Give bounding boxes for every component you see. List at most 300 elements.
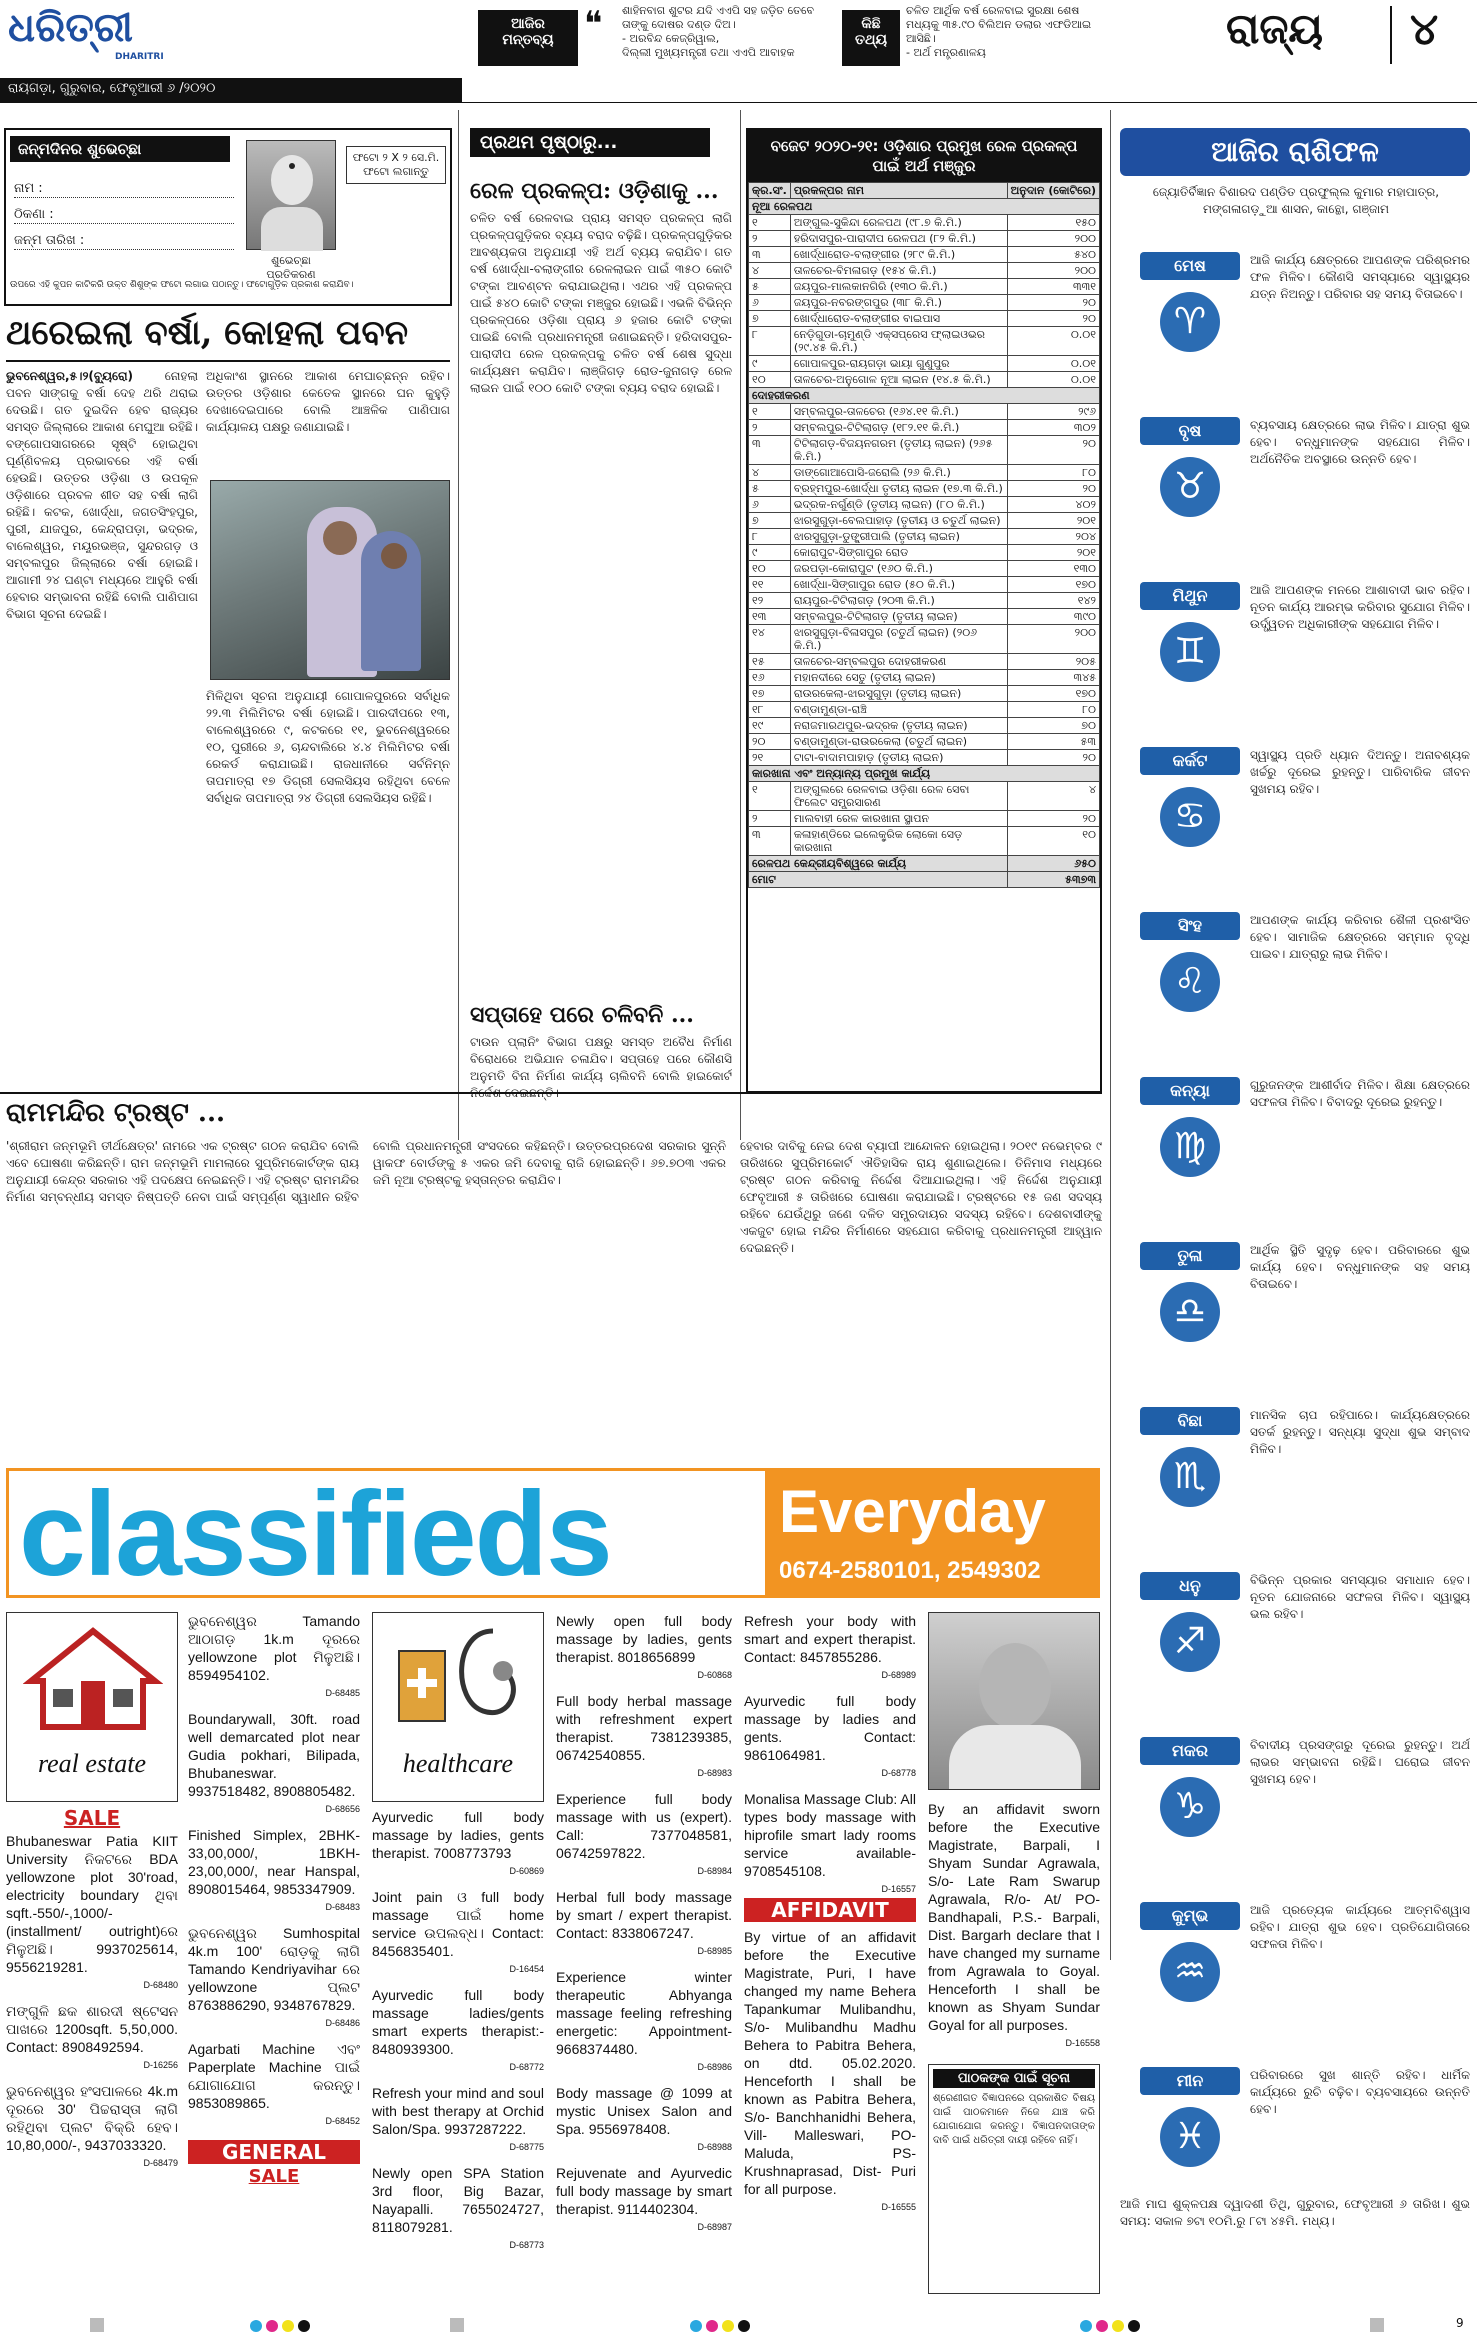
main-headline: ଥରେଇଲା ବର୍ଷା, କୋହଲା ପବନ: [6, 313, 409, 353]
rashi-text: ଆପଣଙ୍କ କାର୍ଯ୍ୟ କରିବାର ଶୈଳୀ ପ୍ରଶଂସିତ ହେବ। ସାମାଜିକ କ୍ଷେତ୍ରରେ ସମ୍ମାନ ବୃଦ୍ଧି ପାଇବ। ଯାତ୍ରାରୁ ଲାଭ ମିଳିବ।: [1250, 913, 1470, 961]
zodiac-icon: ♐: [1160, 1612, 1220, 1672]
classifieds-word: classifieds: [19, 1467, 611, 1601]
budget-cell: ଅଙ୍ଗୁଲରେ ରେଳବାଇ ଓଡ଼ିଶା ରେଳ ସେବା ଫିଲେଟ ସମ୍ପ୍ରସାରଣ: [790, 782, 1007, 811]
budget-cell: ୨୦: [1007, 295, 1099, 311]
budget-cell: ୪: [749, 465, 791, 481]
logo: ଧରିତ୍ରୀ: [8, 4, 133, 51]
budget-row: [749, 670, 1100, 686]
zodiac-icon: ♊: [1160, 622, 1220, 682]
saptaha-story: ଟାଉନ ପ୍ଲାନିଂ ବିଭାଗ ପକ୍ଷରୁ ସମସ୍ତ ଅବୈଧ ନିର୍ମାଣ ବିରୋଧରେ ଅଭିଯାନ ଚଳାଯିବ। ସପ୍ତାହେ ପରେ କୌଣସି ଅନୁମତି ବିନା ନିର୍ମାଣ କାର୍ଯ୍ୟ ଚାଲିବନି ବୋଲି ହାଇକୋର୍ଟ: [470, 1035, 732, 1083]
classified-ad-code: D-68483: [325, 1902, 360, 1912]
classified-ad-text: Newly open SPA Station 3rd floor, Big Bazar, Nayapalli. 7655024727, 8118079281.: [372, 2165, 544, 2235]
photo-note: ଫଟୋ ୨ X ୨ ସେ.ମି. ଫଟୋ ଲଗାନ୍ତୁ: [346, 146, 446, 184]
real-estate-label: real estate: [37, 1749, 147, 1778]
budget-row: [749, 436, 1100, 465]
rashi-label: ତୁଳା: [1140, 1242, 1240, 1270]
budget-row: [749, 311, 1100, 327]
classified-ad-text: Monalisa Massage Club: All types body massage with hiprofile smart lady rooms service available- 9708545108.: [744, 1791, 916, 1879]
budget-row: [749, 404, 1100, 420]
pratham-title: ପ୍ରଥମ ପୃଷ୍ଠାରୁ...: [470, 128, 710, 157]
budget-cell: ଜରପଡ଼ା-କୋରାପୁଟ (୧୬୦ କି.ମି.): [790, 561, 1007, 577]
rashi-text: ଆଜି କାର୍ଯ୍ୟ କ୍ଷେତ୍ରରେ ଆପଣଙ୍କ ପରିଶ୍ରମର ଫଳ ମିଳିବ। କୌଣସି ସମସ୍ୟାରେ ସ୍ୱାସ୍ଥ୍ୟର ଯତ୍ନ ନିଅନ୍ତୁ। ପରିବାର ସହ ସମୟ ବିତାଇବେ।: [1250, 253, 1470, 301]
classified-ad: [188, 2040, 360, 2130]
budget-total-label: ମୋଟ: [749, 872, 1008, 888]
classified-ad-code: D-68778: [881, 1768, 916, 1778]
stethoscope-icon: [383, 1621, 533, 1741]
portrait-photo: [928, 1612, 1100, 1790]
budget-cell: ବ୍ରହ୍ମପୁର-ଖୋର୍ଦ୍ଧା ତୃତୀୟ ଲାଇନ (୧୭.୩ କି.ମି.): [790, 481, 1007, 497]
classified-ad-text: Experience full body massage with us (expert). Call: 7377048581, 06742597822.: [556, 1791, 732, 1861]
classified-ad: [372, 1808, 544, 1880]
budget-cell: ୩: [749, 436, 791, 465]
classified-ad-code: D-68485: [325, 1688, 360, 1698]
masthead-rule: [0, 102, 1477, 103]
column-rule-3: [1110, 110, 1111, 1960]
classified-ad: [744, 1692, 916, 1782]
budget-cell: ତାଳଚେର-ଅନୁଗୋଳ ନୂଆ ଲାଇନ (୧୪.୫ କି.ମି.): [790, 372, 1007, 388]
fact-text: ଚଳିତ ଆର୍ଥିକ ବର୍ଷ ରେଳବାଇ ସୁରକ୍ଷା ଶେଷ ମଧ୍ୟକୁ ୩୫.୯୦ ବିଲିଅନ ଡଲାର ଏଫଡିଆଇ ଆସିଛି। - ଅର୍ଥ ମନ୍ତ୍ରଣାଳୟ: [906, 4, 1092, 59]
budget-row: [749, 497, 1100, 513]
budget-section-row: [749, 388, 1100, 404]
ram-story-1: 'ଶ୍ରୀରାମ ଜନ୍ମଭୂମି ତୀର୍ଥକ୍ଷେତ୍ର' ନାମରେ ଏକ ଟ୍ରଷ୍ଟ ଗଠନ କରାଯିବ ବୋଲି ଏବେ ଘୋଷଣା କରିଛନ୍ତି। ରାମ ଜନ୍ମଭୂମି ମାମଲାରେ ସୁପ୍ରିମକୋର୍ଟଙ୍କ ରାୟ ଅନୁଯାୟୀ କେନ୍ଦ୍ର ସରକାର ଏହି ପଦକ୍ଷେପ ନେଇଛନ୍ତି। ଏହି ଟ୍ରଷ୍ଟ ରାମମନ୍ଦିର ନିର୍ମାଣ ସମ୍ବନ୍ଧୀୟ ସମସ୍ତ ନିଷ୍ପତ୍ତି ନେବା ପାଇଁ ସମ୍ପୂର୍ଣ୍ଣ ସ୍ୱାଧୀନ ରହିବ ବୋଲି ପ୍ରଧାନମନ୍ତ୍ରୀ ସଂସଦରେ କହିଛନ୍ତି। ଉତ୍ତରପ୍ରଦେଶ ସରକାର ସୁନ୍ନି ୱାକଫ ବୋର୍ଡଙ୍କୁ ୫ ଏକର ଜମି ଦେବାକୁ ରାଜି ହୋଇଛନ୍ତି। ୬୭.୭୦୩ ଏକର ଜମି ନୂଆ ଟ୍ରଷ୍ଟକୁ ହସ୍ତାନ୍ତର କରାଯିବ।: [6, 1139, 726, 1204]
classified-ad-text: Boundarywall, 30ft. road well demarcated plot near Gudia pokhari, Bilipada, Bhubaneswar. 9937518482, 8908805482.: [188, 1711, 360, 1799]
rashi-label: ମିଥୁନ: [1140, 582, 1240, 610]
budget-cell: କଳାହାଣ୍ଡିରେ ଇଲେକ୍ଟ୍ରିକ ଲୋକୋ ସେଡ଼ କାରଖାନା: [790, 827, 1007, 856]
budget-cell: ୮୦: [1007, 702, 1099, 718]
zodiac-icon: ♌: [1160, 952, 1220, 1012]
rail-story: ଚଳିତ ବର୍ଷ ରେଳବାଇ ପ୍ରାୟ ସମସ୍ତ ପ୍ରକଳ୍ପ ଲାଗି ପ୍ରକଳ୍ପଗୁଡ଼ିକର ବ୍ୟୟ ବରାଦ ବଢ଼ିଛି। ପ୍ରକଳ୍ପଗୁଡ଼ିକର ଆବଶ୍ୟକତା ଅନୁଯାୟୀ ଏହି ଅର୍ଥ ବ୍ୟୟ କରାଯିବ। ଗତ ବର୍ଷ ଖୋର୍ଦ୍ଧା-ବଲାଙ୍ଗୀର ରେଳଲାଇନ ପାଇଁ ୩୫୦ କୋଟି ଟଙ୍କା ଆବଣ୍ଟନ କରାଯାଇଥିଲା। ଏଥର ଏହି ପ୍ରକଳ୍ପ ପାଇଁ ୫୪୦ କୋଟି ଟଙ୍କା ମଞ୍ଜୁର ହୋଇଛି। ଏଭଳି ବିଭିନ୍ନ ପ୍ରକଳ୍ପରେ ଓଡ଼ିଶା ପ୍ରାୟ ୬ ହଜାର କୋଟି ଟଙ୍କା ପାଇଛି ବୋଲି ପ୍ରଧାନମନ୍ତ୍ରୀ ଜଣାଇଛନ୍ତି। ହରିଦାସପୁର-ପାରାଦୀପ ରେଳ ପ୍ରକଳ୍ପକୁ ଚଳିତ ବର୍ଷ ଶେଷ ସୁଦ୍ଧା କାର୍ଯ୍ୟକ୍ଷମ କରାଯିବ। ଲାଞ୍ଜିଗଡ଼ ରୋଡ-ଜୁନାଗଡ଼ ରେଳ ଲାଇନ ପାଇଁ ୧୦୦ କୋଟି ଟଙ୍କା ବ୍ୟୟ ବରାଦ ହୋଇଛି।: [470, 211, 732, 395]
budget-table: [748, 182, 1100, 888]
budget-row: [749, 625, 1100, 654]
classifieds-banner: [6, 1467, 1100, 1601]
general-sale-label: SALE: [248, 2166, 300, 2187]
classified-ad-text: Herbal full body massage by smart / expert therapist. Contact: 8338067247.: [556, 1889, 732, 1941]
classified-ad: [556, 1888, 732, 1960]
budget-cell: ୩୯୦: [1007, 609, 1099, 625]
budget-cell: ୩: [749, 827, 791, 856]
budget-cell: ୧୦: [1007, 827, 1099, 856]
fact-label: କିଛି ତଥ୍ୟ: [842, 10, 900, 66]
budget-cell: ୩୪୫: [1007, 670, 1099, 686]
budget-row: [749, 231, 1100, 247]
budget-cell: ୩୦୨: [1007, 420, 1099, 436]
classified-ad-code: D-16557: [881, 1884, 916, 1894]
budget-row: [749, 263, 1100, 279]
birthday-box: [4, 128, 452, 306]
budget-cell: ୩୩୧: [1007, 279, 1099, 295]
budget-cell: ଟାଟା-ବାଦାମପାହାଡ଼ (ତୃତୀୟ ଲାଇନ): [790, 750, 1007, 766]
budget-row: [749, 702, 1100, 718]
budget-row: [749, 577, 1100, 593]
rain-photo: [210, 480, 450, 680]
healthcare-box: [372, 1612, 544, 1802]
budget-cell: ୫: [749, 481, 791, 497]
classified-ad-text: Body massage @ 1099 at mystic Unisex Salon and Spa. 9556978408.: [556, 2085, 732, 2137]
classified-column-2: [188, 1612, 360, 2302]
quote-text: ଶାହିନବାଗ ଶୁଟର ଯଦି ଏଏପି ସହ ଜଡ଼ିତ ତେବେ ତାଙ୍କୁ ଦୋଷର ଦଣ୍ଡ ଦିଅ। - ଅରବିନ୍ଦ କେଜ୍ରିୱାଲ, ଦିଲ୍ଲୀ ମୁଖ୍ୟମନ୍ତ୍ରୀ ତଥା ଏଏପି ଆବାହକ: [622, 4, 814, 59]
budget-row: [749, 327, 1100, 356]
budget-row: [749, 734, 1100, 750]
classified-ad: [744, 1612, 916, 1684]
budget-cell: ୧୦: [749, 372, 791, 388]
budget-cell: ୨: [749, 811, 791, 827]
zodiac-icon: ♍: [1160, 1117, 1220, 1177]
zodiac-icon: ♓: [1160, 2107, 1220, 2167]
birthday-field-name: ନାମ :: [14, 180, 234, 198]
classified-ad-text: By virtue of an affidavit before the Executive Magistrate, Puri, I have changed my name Behera Tapankumar Mulibandhu, S/o- Mulibandhu Madhu Behera to Pabitra Behera, on dtd. 05.02.2020. Henceforth I shall be known as Pabitra Behera, S/o- Banchhanidhi Behera, Vill- Malleswari, PO- Maluda, PS- Krushnaprasad, Dist- Puri for all purpose.: [744, 1929, 916, 2197]
budget-cell: ୨୦୫: [1007, 654, 1099, 670]
budget-cell: ୦.୦୧: [1007, 372, 1099, 388]
budget-cell: ଗୋପାଳପୁର-ରାୟଗଡ଼ା ଭାୟା ଗୁଣୁପୁର: [790, 356, 1007, 372]
section-divider: [1390, 6, 1392, 64]
sale-label: SALE: [63, 1806, 121, 1830]
classified-ad-code: D-68452: [325, 2116, 360, 2126]
main-story-col2: ଅଧିକାଂଶ ସ୍ଥାନରେ ଆକାଶ ମେଘାଚ୍ଛନ୍ନ ରହିବ। ଉତ୍ତର ଓଡ଼ିଶାର କେତେକ ସ୍ଥାନରେ ଘନ କୁହୁଡ଼ି ଦେଖାଦେଇପାରେ ବୋଲି ଆଞ୍ଚଳିକ ପାଣିପାଗ କାର୍ଯ୍ୟାଳୟ ପକ୍ଷରୁ ଜଣାଯାଇଛି।: [206, 369, 450, 434]
budget-section-row: [749, 199, 1100, 215]
budget-cell: ୧୧: [749, 577, 791, 593]
rashi-label: ମେଷ: [1140, 252, 1240, 280]
classified-ad: [372, 2164, 544, 2254]
ram-rule: [0, 1092, 1102, 1094]
budget-title: ବଜେଟ ୨୦୨୦-୨୧: ଓଡ଼ିଶାର ପ୍ରମୁଖ ରେଳ ପ୍ରକଳ୍ପ ପାଇଁ ଅର୍ଥ ମଞ୍ଜୁର: [748, 130, 1100, 182]
budget-header-row: [749, 183, 1100, 199]
rashi-text: ବିବାଦୀୟ ପ୍ରସଙ୍ଗରୁ ଦୂରେଇ ରୁହନ୍ତୁ। ଅର୍ଥ ଲାଭର ସମ୍ଭାବନା ରହିଛି। ଘରୋଇ ଜୀବନ ସୁଖମୟ ହେବ।: [1250, 1738, 1470, 1786]
birthday-footnote: ଉପରେ ଏହି କୁପନ କାଟିକରି ଉକ୍ତ ଶିଶୁଙ୍କ ଫଟୋ ଲଗାଇ ପଠାନ୍ତୁ। ଫଟୋଗୁଡ଼ିକ ପ୍ରକାଶ କରାଯିବ।: [10, 280, 354, 290]
classified-ad-text: By an affidavit sworn before the Executive Magistrate, Barpali, I Shyam Sundar Agrawala, S/o- Late Ram Swarup Agrawala, R/o- At/ PO-Bandhapali, P.S.- Barpali, Dist. Bargarh declare that I have changed my surname from Agrawala to Goyal. Henceforth I shall be known as Shyam Sundar Goyal for all purposes.: [928, 1801, 1100, 2033]
classified-ad: [372, 1888, 544, 1978]
budget-row: [749, 654, 1100, 670]
budget-row: [749, 609, 1100, 625]
zodiac-icon: ♏: [1160, 1447, 1220, 1507]
classified-ad-code: D-16454: [509, 1964, 544, 1974]
budget-cell: ହରିଦାସପୁର-ପାରାଦୀପ ରେଳପଥ (୮୨ କି.ମି.): [790, 231, 1007, 247]
rashi-label: କର୍କଟ: [1140, 747, 1240, 775]
budget-cell: ନେଡ଼ିଗୁଡା-ଚାମୁଣ୍ଡି ଏକ୍ସପ୍ରେସ ଫ୍ଲାଇଓଭର (୨୯.୪୫ କି.ମି.): [790, 327, 1007, 356]
budget-cell: ୯: [749, 356, 791, 372]
panchang: ଆଜି ମାଘ ଶୁକ୍ଳପକ୍ଷ ଦ୍ୱାଦଶୀ ତିଥି, ଗୁରୁବାର, ଫେବୃଆରୀ ୬ ତାରିଖ। ଶୁଭ ସମୟ: ସକାଳ ୭ଟା ୧୦ମି.ରୁ ୮ଟା ୪୫ମି. ମଧ୍ୟ।: [1120, 2197, 1470, 2228]
budget-cell: ଭଦ୍ରକ-ନର୍ଗୁଣ୍ଡି (ତୃତୀୟ ଲାଇନ) (୮୦ କି.ମି.): [790, 497, 1007, 513]
classified-ad: [372, 1986, 544, 2076]
classified-ad-code: D-68656: [325, 1804, 360, 1814]
classified-ad: [556, 1790, 732, 1880]
rashi-text: ପରିବାରରେ ସୁଖ ଶାନ୍ତି ରହିବ। ଧାର୍ମିକ କାର୍ଯ୍ୟରେ ରୁଚି ବଢ଼ିବ। ବ୍ୟବସାୟରେ ଉନ୍ନତି ହେବ।: [1250, 2068, 1470, 2116]
budget-cell: ଅଙ୍ଗୁଲ-ସୁକିନ୍ଦା ରେଳପଥ (୯୮.୭ କି.ମି.): [790, 215, 1007, 231]
classified-ad-text: Ayurvedic full body massage ladies/gents smart experts therapist:- 8480939300.: [372, 1987, 544, 2057]
budget-footer-value: ୬୫୦: [1007, 856, 1099, 872]
classified-ad-code: D-16555: [881, 2202, 916, 2212]
rashi-label: ବିଛା: [1140, 1407, 1240, 1435]
budget-total-value: ୫୩୭୩: [1007, 872, 1099, 888]
budget-cell: ନରାଜମାରଥପୁର-ଭଦ୍ରକ (ତୃତୀୟ ଲାଇନ): [790, 718, 1007, 734]
classified-ad: [6, 2002, 178, 2074]
classified-ad-text: ମଙ୍ଗୁଳି ଛକ ଶାରଦୀ ଷ୍ଟେସନ ପାଖରେ 1200sqft. 5,50,000. Contact: 8908492594.: [6, 2003, 178, 2055]
main-story-col1: ଭୁବନେଶ୍ୱର,୫।୨(ବ୍ୟୁରୋ) ନୋହଲା ପବନ ସାଙ୍ଗକୁ ବର୍ଷା ଦେହ ଥରି ଥରାଇ ଦେଉଛି। ଗତ ଦୁଇଦିନ ହେବ ରାଜ୍ୟର ସମସ୍ତ ଜିଲ୍ଲାରେ ଆକାଶ ମେଘୁଆ ରହିଛି। ବଙ୍ଗୋପସାଗରରେ ସୃଷ୍ଟି ହୋଇଥିବା ଘୂର୍ଣ୍ଣିବଳୟ ପ୍ରଭାବରେ ଏହି ବର୍ଷା ହେଉଛି। ଉତ୍ତର ଓଡ଼ିଶା ଓ ଉପକୂଳ ଓଡ଼ିଶାରେ ପ୍ରବଳ ଶୀତ ସହ ବର୍ଷା ଲାଗି ରହିଛି। କଟକ, ଖୋର୍ଦ୍ଧା, ଜଗତସିଂହପୁର, ପୁରୀ, ଯାଜପୁର, କେନ୍ଦ୍ରାପଡ଼ା, ଭଦ୍ରକ, ବାଲେଶ୍ୱର, ମୟୂରଭଞ୍ଜ, ସୁନ୍ଦରଗଡ଼ ଓ ସମ୍ବଲପୁର ଜିଲ୍ଲାରେ ବର୍ଷା ହୋଇଛି। ଆଗାମୀ ୨୪ ଘଣ୍ଟା ମଧ୍ୟରେ ଆହୁରି ବର୍ଷା ହେବାର ସମ୍ଭାବନା ରହିଛି ବୋଲି ପାଣିପାଗ ବିଭାଗ ସୂଚନା ଦେଇଛି।: [6, 369, 198, 621]
affidavit-label: AFFIDAVIT: [744, 1898, 916, 1922]
budget-cell: ମାଲବାହୀ ରେଳ କାରଖାନା ସ୍ଥାପନ: [790, 811, 1007, 827]
budget-cell: ୭: [749, 311, 791, 327]
budget-cell: ୩: [749, 247, 791, 263]
baby-photo: [246, 140, 336, 250]
budget-cell: ୪: [1007, 782, 1099, 811]
general-label: GENERAL: [188, 2140, 360, 2164]
classified-ad-code: D-68772: [509, 2062, 544, 2072]
classified-ad: [372, 2084, 544, 2156]
budget-cell: ୮୦: [1007, 465, 1099, 481]
budget-cell: ବଣ୍ଡାମୁଣ୍ଡା-ରାଞ୍ଚି: [790, 702, 1007, 718]
classified-ad-text: Joint pain ଓ full body massage ପାଇଁ home service ଉପଲବ୍ଧ। Contact: 8456835401.: [372, 1889, 544, 1959]
everyday-box: [765, 1471, 1097, 1595]
budget-cell: ୧୯: [749, 718, 791, 734]
classified-ad: [188, 1826, 360, 1916]
zodiac-icon: ♉: [1160, 457, 1220, 517]
budget-cell: ଖୋର୍ଦ୍ଧାରୋଡ-ବଲାଙ୍ଗୀର (୨୮୯ କି.ମି.): [790, 247, 1007, 263]
budget-cell: ୫୩: [1007, 734, 1099, 750]
ram-headline: ରାମମନ୍ଦିର ଟ୍ରଷ୍ଟ ...: [6, 1098, 226, 1128]
rashi-label: କନ୍ୟା: [1140, 1077, 1240, 1105]
real-estate-box: [6, 1612, 178, 1802]
classified-ad-code: D-68479: [143, 2158, 178, 2168]
rashi-text: ବିଭିନ୍ନ ପ୍ରକାର ସମସ୍ୟାର ସମାଧାନ ହେବ। ନୂତନ ଯୋଜନାରେ ସଫଳତା ମିଳିବ। ସ୍ୱାସ୍ଥ୍ୟ ଭଲ ରହିବ।: [1250, 1573, 1470, 1621]
budget-row: [749, 827, 1100, 856]
budget-section-name: ନୂଆ ରେଳପଥ: [749, 199, 1100, 215]
classified-ad: [188, 1710, 360, 1818]
budget-cell: ଖୋର୍ଦ୍ଧାରୋଡ-ବଲାଙ୍ଗୀର ବାଇପାସ: [790, 311, 1007, 327]
classified-ad-text: Ayurvedic full body massage by ladies and gents. Contact: 9861064981.: [744, 1693, 916, 1763]
dateline-bar: ରାୟଗଡ଼ା, ଗୁରୁବାର, ଫେବୃଆରୀ ୬ /୨୦୨୦: [0, 78, 462, 102]
reader-notice-text: ଶ୍ରେଣୀଗତ ବିଜ୍ଞାପନରେ ପ୍ରକାଶିତ ବିଷୟ ପାଇଁ ପାଠକମାନେ ନିଜେ ଯାଞ୍ଚ କରି ଯୋଗାଯୋଗ କରନ୍ତୁ। ବିଜ୍ଞାପନଦାତାଙ୍କ ଦାବି ପାଇଁ ଧରିତ୍ରୀ ଦାୟୀ ରହିବେ ନାହିଁ।: [933, 2093, 1095, 2146]
column-rule-2: [740, 110, 741, 1140]
rashi-label: ଧନୁ: [1140, 1572, 1240, 1600]
budget-box: [746, 128, 1102, 1093]
reader-notice: [928, 2064, 1100, 2294]
budget-cell: ସମ୍ବଲପୁର-ତାଳଚେର (୧୬୪.୧୧ କି.ମି.): [790, 404, 1007, 420]
budget-cell: ୧୫: [749, 654, 791, 670]
budget-row: [749, 247, 1100, 263]
budget-cell: ଝାରସୁଗୁଡ଼ା-ଡୁଙ୍ଗ୍ରୀପାଲି (ତୃତୀୟ ଲାଇନ): [790, 529, 1007, 545]
section-name: ରାଜ୍ୟ: [1226, 4, 1324, 53]
main-dateline: ଭୁବନେଶ୍ୱର,୫।୨(ବ୍ୟୁରୋ): [6, 369, 134, 383]
budget-cell: ୨୧: [749, 750, 791, 766]
classified-ad: [188, 1924, 360, 2032]
saptaha-headline: ସପ୍ତାହେ ପରେ ଚଳିବନି ...: [470, 1002, 694, 1028]
classified-ad-code: D-68984: [697, 1866, 732, 1876]
budget-cell: ୧୩୦: [1007, 561, 1099, 577]
column-rule-1: [458, 110, 459, 1140]
classified-ad: [188, 1612, 360, 1702]
rashi-text: ସ୍ୱାସ୍ଥ୍ୟ ପ୍ରତି ଧ୍ୟାନ ଦିଅନ୍ତୁ। ଅନାବଶ୍ୟକ ଖର୍ଚ୍ଚରୁ ଦୂରେଇ ରୁହନ୍ତୁ। ପାରିବାରିକ ଜୀବନ ସୁଖମୟ ରହିବ।: [1250, 748, 1470, 796]
budget-cell: ୬: [749, 295, 791, 311]
birthday-field-dob: ଜନ୍ମ ତାରିଖ :: [14, 232, 234, 250]
budget-row: [749, 593, 1100, 609]
rashi-label: ମକର: [1140, 1737, 1240, 1765]
quote-icon: ❝: [584, 4, 603, 44]
budget-cell: ରାୟପୁର-ଟିଟିଲାଗଡ଼ (୨୦୩ କି.ମି.): [790, 593, 1007, 609]
budget-cell: ୫୪୦: [1007, 247, 1099, 263]
quote-label: ଆଜିର ମନ୍ତବ୍ୟ: [478, 10, 578, 66]
rashifal-byline: ଜ୍ୟୋତିର୍ବିଜ୍ଞାନ ବିଶାରଦ ପଣ୍ଡିତ ପ୍ରଫୁଲ୍ଲ କୁମାର ମହାପାତ୍ର, ମଙ୍ଗଳାଗଡ଼ୁଆ ଶାସନ, କାନ୍ଥୋ, ଗଞ୍ଜାମ: [1152, 185, 1440, 216]
classified-ad-text: Agarbati Machine ଏବଂ Paperplate Machine ପାଇଁ ଯୋଗାଯୋଗ କରନ୍ତୁ। 9853089865.: [188, 2041, 360, 2111]
budget-cell: ୧୪: [749, 625, 791, 654]
budget-footer-row: [749, 856, 1100, 872]
logo-sub: DHARITRI: [115, 52, 164, 62]
classified-ad-text: Full body herbal massage with refreshment expert therapist. 7381239385, 06742540855.: [556, 1693, 732, 1763]
budget-row: [749, 782, 1100, 811]
classified-ad-text: Ayurvedic full body massage by ladies, gents therapist. 7008773793: [372, 1809, 544, 1861]
budget-cell: ୨: [749, 231, 791, 247]
house-icon: [23, 1623, 163, 1733]
budget-cell: ଝାରସୁଗୁଡ଼ା-ବିଳାସପୁର (ଚତୁର୍ଥ ଲାଇନ) (୨୦୬ କି.ମି.): [790, 625, 1007, 654]
budget-cell: ୨୦: [1007, 811, 1099, 827]
budget-cell: ୭୦: [1007, 718, 1099, 734]
budget-cell: ୪୦୨: [1007, 497, 1099, 513]
rashi-text: ଆଜି ଆପଣଙ୍କ ମନରେ ଆଶାବାଦୀ ଭାବ ରହିବ। ନୂତନ କାର୍ଯ୍ୟ ଆରମ୍ଭ କରିବାର ସୁଯୋଗ ମିଳିବ। ଉର୍ଦ୍ଧ୍ୱତନ ଅଧିକାରୀଙ୍କ ସହଯୋଗ ମିଳିବ।: [1250, 583, 1470, 631]
classified-ad: [928, 1800, 1100, 2052]
budget-cell: ୨୦: [1007, 436, 1099, 465]
classified-ad: [556, 2164, 732, 2236]
classified-ad-code: D-60869: [509, 1866, 544, 1876]
budget-row: [749, 215, 1100, 231]
budget-cell: ୬: [749, 497, 791, 513]
classified-ad: [6, 1832, 178, 1994]
classified-ad-code: D-68985: [697, 1946, 732, 1956]
budget-cell: ୧୭୦: [1007, 686, 1099, 702]
budget-cell: ଜୟପୁର-ମାଲକାନଗିରି (୧୩୦ କି.ମି.): [790, 279, 1007, 295]
budget-cell: ୧: [749, 782, 791, 811]
budget-cell: ୧୭: [749, 686, 791, 702]
budget-cell: ୨୦: [1007, 311, 1099, 327]
page-marker: 9: [1456, 2316, 1464, 2330]
zodiac-icon: ♋: [1160, 787, 1220, 847]
budget-cell: ଝାରସୁଗୁଡ଼ା-ବେଲପାହାଡ଼ (ତୃତୀୟ ଓ ଚତୁର୍ଥ ଲାଇନ): [790, 513, 1007, 529]
classified-column-3: [372, 1808, 544, 2308]
classified-ad-text: Experience winter therapeutic Abhyanga massage feeling refreshing energetic: Appointment- 9668374480.: [556, 1969, 732, 2057]
birthday-field-address: ଠିକଣା :: [14, 206, 234, 224]
classified-ad-text: ଭୁବନେଶ୍ୱର Sumhospital 4k.m 100' ରୋଡ଼କୁ ଲାଗି Tamando Kendriyavihar ରେ yellowzone ପ୍ଲଟ 8763886290, 9348767829.: [188, 1925, 360, 2013]
classified-ad-code: D-60868: [697, 1670, 732, 1680]
budget-cell: ୧: [749, 215, 791, 231]
budget-cell: ଖୋର୍ଦ୍ଧା-ସିଙ୍ଗାପୁର ରୋଡ (୫୦ କି.ମି.): [790, 577, 1007, 593]
classified-ad-text: Newly open full body massage by ladies, gents therapist. 8018656899: [556, 1613, 732, 1665]
reader-notice-title: ପାଠକଙ୍କ ପାଇଁ ସୂଚନା: [933, 2069, 1095, 2088]
budget-cell: ୧୪୨: [1007, 593, 1099, 609]
budget-section-name: ଦୋହରୀକରଣ: [749, 388, 1100, 404]
ram-story-2: ହେବାର ଦାବିକୁ ନେଇ ଦେଶ ବ୍ୟାପୀ ଆନ୍ଦୋଳନ ହୋଇଥିଲା। ୨୦୧୯ ନଭେମ୍ବର ୯ ତାରିଖରେ ସୁପ୍ରିମକୋର୍ଟ ଐତିହାସିକ ରାୟ ଶୁଣାଇଥିଲେ। ତିନିମାସ ମଧ୍ୟରେ ଟ୍ରଷ୍ଟ ଗଠନ କରିବାକୁ ନିର୍ଦ୍ଦେଶ ଦିଆଯାଇଥିଲା। ଏହି ନିର୍ଦ୍ଦେଶ ଅନୁଯାୟୀ ଫେବୃଆରୀ ୫ ତାରିଖରେ ଘୋଷଣା କରାଯାଇଛି। ଟ୍ରଷ୍ଟରେ ୧୫ ଜଣ ସଦସ୍ୟ ରହିବେ ଯେଉଁଥିରୁ ଜଣେ ଦଳିତ ସମ୍ପ୍ରଦାୟର ସଦସ୍ୟ ରହିବେ। ଦେଶବାସୀଙ୍କୁ ଏକଜୁଟ ହୋଇ ମନ୍ଦିର ନିର୍ମାଣରେ ସହଯୋଗ କରିବାକୁ ପ୍ରଧାନମନ୍ତ୍ରୀ ଆହ୍ୱାନ ଦେଇଛନ୍ତି।: [740, 1139, 1102, 1255]
budget-row: [749, 356, 1100, 372]
budget-row: [749, 561, 1100, 577]
classified-ad-code: D-68775: [509, 2142, 544, 2152]
birthday-title: ଜନ୍ମଦିନର ଶୁଭେଚ୍ଛା: [10, 136, 230, 162]
budget-cell: ଟିଟିଲାଗଡ଼-ବିଜୟନଗରମ (ତୃତୀୟ ଲାଇନ) (୨୬୫ କି.ମି.): [790, 436, 1007, 465]
budget-cell: ୨୦: [1007, 750, 1099, 766]
rashi-text: ବ୍ୟବସାୟ କ୍ଷେତ୍ରରେ ଲାଭ ମିଳିବ। ଯାତ୍ରା ଶୁଭ ହେବ। ବନ୍ଧୁମାନଙ୍କ ସହଯୋଗ ମିଳିବ। ଅର୍ଥନୈତିକ ଅବସ୍ଥାରେ ଉନ୍ନତି ହେବ।: [1250, 418, 1470, 466]
budget-row: [749, 529, 1100, 545]
budget-cell: ୨୦୪: [1007, 529, 1099, 545]
classifieds-phone: 0674-2580101, 2549302: [779, 1557, 1041, 1584]
rail-headline: ରେଳ ପ୍ରକଳ୍ପ: ଓଡ଼ିଶାକୁ ...: [470, 178, 719, 204]
budget-row: [749, 811, 1100, 827]
classified-ad: [556, 2084, 732, 2156]
budget-row: [749, 420, 1100, 436]
healthcare-label: healthcare: [402, 1749, 514, 1778]
budget-cell: ୮: [749, 327, 791, 356]
budget-cell: ରାଉରକେଲା-ଝାରସୁଗୁଡ଼ା (ତୃତୀୟ ଲାଇନ): [790, 686, 1007, 702]
classified-ad-text: Finished Simplex, 2BHK- 33,00,000/, 1BKH- 23,00,000/, near Hanspal, 8908015464, 9853347909.: [188, 1827, 360, 1897]
budget-cell: ସମ୍ବଲପୁର-ଟିଟିଲାଗଡ଼ (୧୮୨.୧୧ କି.ମି.): [790, 420, 1007, 436]
classified-ad-code: D-16256: [143, 2060, 178, 2070]
classified-ad-text: ଭୁବନେଶ୍ୱର ହଂସପାଳରେ 4k.m ଦୂରରେ 30' ପିଚ୍ଚରାସ୍ତା ଲାଗି ରହିଥିବା ପ୍ଲଟ ବିକ୍ରି ହେବ। 10,80,000/-, 9437033320.: [6, 2083, 178, 2153]
budget-row: [749, 686, 1100, 702]
budget-cell: ୦.୦୧: [1007, 356, 1099, 372]
budget-cell: ତାଳଚେର-ବିମଳାଗଡ଼ (୧୫୪ କି.ମି.): [790, 263, 1007, 279]
rashifal-title: ଆଜିର ରାଶିଫଳ: [1120, 128, 1470, 176]
budget-cell: ଜୟପୁର-ନବରଙ୍ଗପୁର (୩୮ କି.ମି.): [790, 295, 1007, 311]
main-story-col3: ମିଳିଥିବା ସୂଚନା ଅନୁଯାୟୀ ଗୋପାଳପୁରରେ ସର୍ବାଧିକ ୨୨.୩ ମିଲିମିଟର ବର୍ଷା ହୋଇଛି। ପାରଦୀପରେ ୧୩, ବାଲେଶ୍ୱରରେ ୯, କଟକରେ ୧୧, ଭୁବନେଶ୍ୱରରେ ୧୦, ପୁରୀରେ ୬, ଚାନ୍ଦବାଲିରେ ୪.୪ ମିଲିମିଟର ବର୍ଷା ରେକର୍ଡ କରାଯାଇଛି। ରାଜଧାନୀରେ ସର୍ବନିମ୍ନ ତାପମାତ୍ରା ୧୭ ଡିଗ୍ରୀ ସେଲସିୟସ ରହିଥିବା ବେଳେ ସର୍ବାଧିକ ତାପମାତ୍ରା ୨୪ ଡିଗ୍ରୀ ସେଲସିୟସ ରହିଛି।: [206, 689, 450, 805]
classified-ad-code: D-68480: [143, 1980, 178, 1990]
classified-ad-code: D-68986: [697, 2062, 732, 2072]
budget-cell: ବଣ୍ଡାମୁଣ୍ଡା-ରାଉରକେଲା (ଚତୁର୍ଥ ଲାଇନ): [790, 734, 1007, 750]
everyday-label: Everyday: [779, 1478, 1046, 1545]
classified-ad: [556, 1692, 732, 1782]
rashi-label: ମୀନ: [1140, 2067, 1240, 2095]
zodiac-icon: ♎: [1160, 1282, 1220, 1342]
budget-cell: ୧୩: [749, 609, 791, 625]
budget-cell: ୨୦୦: [1007, 625, 1099, 654]
rashi-label: ବୃଷ: [1140, 417, 1240, 445]
budget-cell: ୧୦: [749, 561, 791, 577]
budget-cell: ୨୦: [749, 734, 791, 750]
budget-cell: ୨୯୬: [1007, 404, 1099, 420]
rashi-text: ଆର୍ଥିକ ସ୍ଥିତି ସୁଦୃଢ଼ ହେବ। ପରିବାରରେ ଶୁଭ କାର୍ଯ୍ୟ ହେବ। ବନ୍ଧୁମାନଙ୍କ ସହ ସମୟ ବିତାଇବେ।: [1250, 1243, 1470, 1291]
budget-row: [749, 545, 1100, 561]
budget-cell: ୫: [749, 279, 791, 295]
classified-ad-text: ଭୁବନେଶ୍ୱର Tamando ଆଠାଗଡ଼ 1k.m ଦୂରରେ yellowzone plot ମିଳୁଅଛି। 8594954102.: [188, 1613, 360, 1683]
budget-cell: ୧୭୦: [1007, 577, 1099, 593]
budget-row: [749, 465, 1100, 481]
classified-column-5: [744, 1612, 916, 2312]
budget-row: [749, 750, 1100, 766]
classified-ad-code: D-68983: [697, 1768, 732, 1778]
classified-ad-code: D-68988: [697, 2142, 732, 2152]
masthead: [0, 0, 1477, 78]
zodiac-icon: ♈: [1160, 292, 1220, 352]
budget-cell: ତାଳଚେର-ସମ୍ବଲପୁର ଦୋହରୀକରଣ: [790, 654, 1007, 670]
budget-cell: ୯: [749, 545, 791, 561]
budget-cell: ୨୦୦: [1007, 231, 1099, 247]
classified-ad: [6, 2082, 178, 2172]
headline-rule: [6, 360, 450, 362]
budget-row: [749, 372, 1100, 388]
budget-row: [749, 513, 1100, 529]
baby-caption: ଶୁଭେଚ୍ଛା ପ୍ରତିକରଣ: [266, 254, 316, 281]
classified-ad-code: D-68773: [509, 2240, 544, 2250]
budget-total-row: [749, 872, 1100, 888]
budget-section-name: କାରଖାନା ଏବଂ ଅନ୍ୟାନ୍ୟ ପ୍ରମୁଖ କାର୍ଯ୍ୟ: [749, 766, 1100, 782]
budget-cell: ୨୦୧: [1007, 545, 1099, 561]
budget-footer-label: ରେଳପଥ କେନ୍ଦ୍ରୀୟବିଶ୍ୱରେ କାର୍ଯ୍ୟ: [749, 856, 1008, 872]
budget-cell: ୧୫୦: [1007, 215, 1099, 231]
budget-cell: ୧: [749, 404, 791, 420]
classified-ad: [744, 1790, 916, 1898]
budget-cell: ୧୨: [749, 593, 791, 609]
classified-column-6: [928, 1800, 1100, 2060]
budget-cell: ୮: [749, 529, 791, 545]
rashi-text: ଗୁରୁଜନଙ୍କ ଆଶୀର୍ବାଦ ମିଳିବ। ଶିକ୍ଷା କ୍ଷେତ୍ରରେ ସଫଳତା ମିଳିବ। ବିବାଦରୁ ଦୂରେଇ ରୁହନ୍ତୁ।: [1250, 1078, 1470, 1109]
rashi-text: ଆଜି ପ୍ରତ୍ୟେକ କାର୍ଯ୍ୟରେ ଆତ୍ମବିଶ୍ୱାସ ରହିବ। ଯାତ୍ରା ଶୁଭ ହେବ। ପ୍ରତିଯୋଗିତାରେ ସଫଳତା ମିଳିବ।: [1250, 1903, 1470, 1951]
rashi-label: କୁମ୍ଭ: [1140, 1902, 1240, 1930]
budget-cell: ୨୦: [1007, 481, 1099, 497]
classified-ad-code: D-68486: [325, 2018, 360, 2028]
budget-cell: ୨: [749, 420, 791, 436]
